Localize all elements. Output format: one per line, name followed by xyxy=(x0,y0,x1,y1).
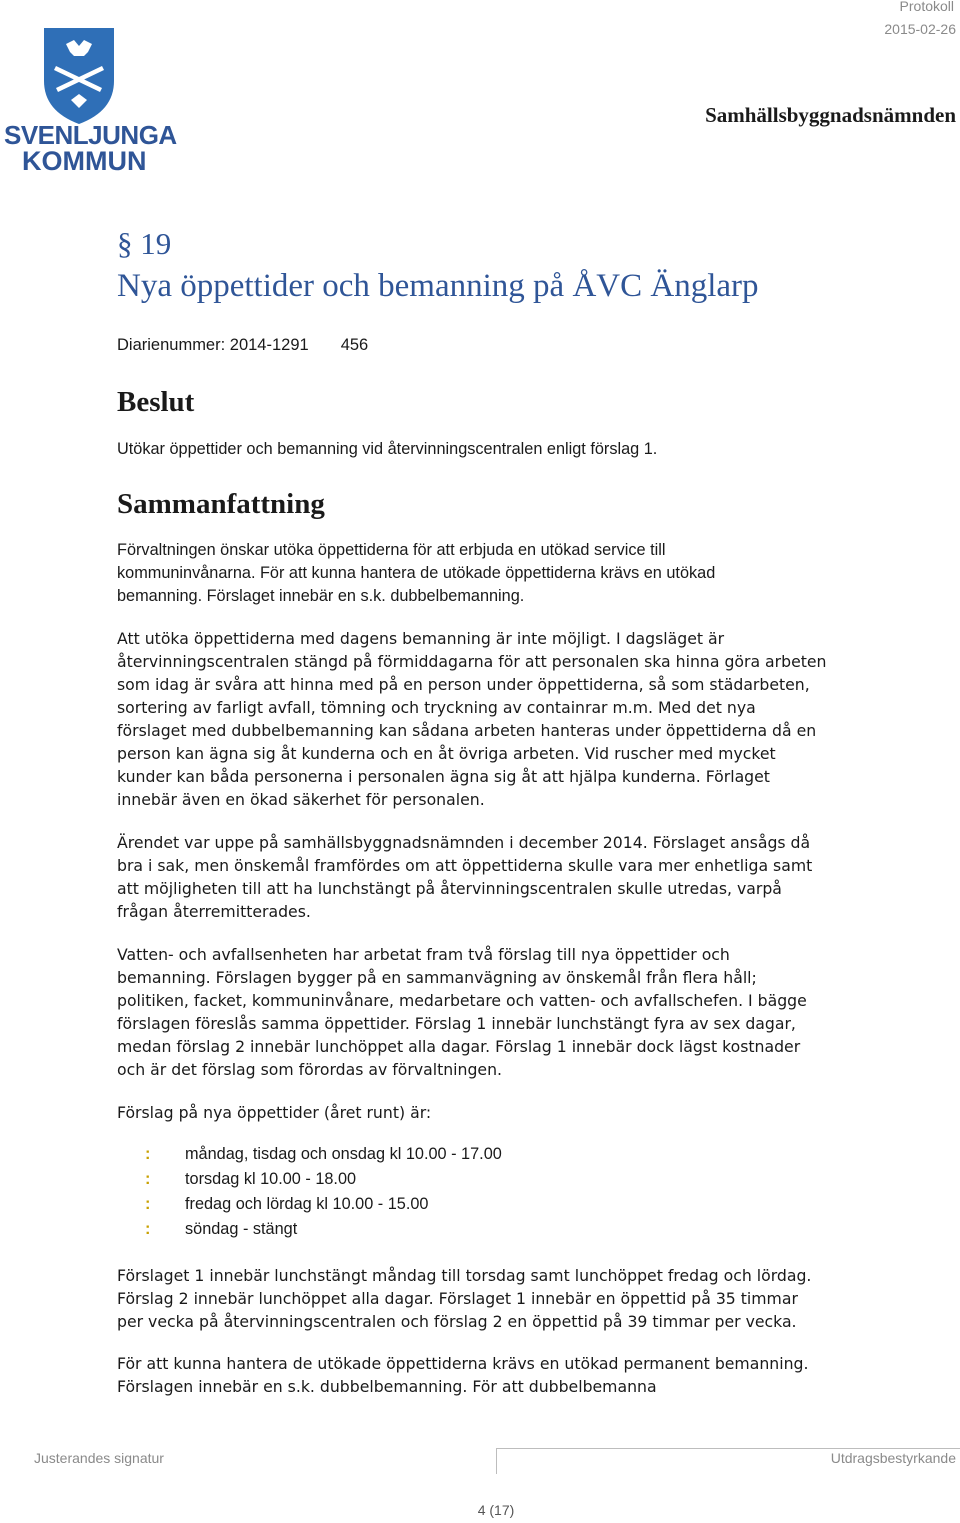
list-item-text: fredag och lördag kl 10.00 - 15.00 xyxy=(185,1195,429,1213)
municipality-logo xyxy=(4,26,177,176)
text-line: som idag är svåra att hinna med på en person under öppettiderna, så som städarbeten, xyxy=(117,675,810,694)
summary-paragraph-4 xyxy=(117,943,937,1081)
heading-sammanfattning: Sammanfattning xyxy=(117,488,325,520)
text-line: politiken, facket, kommuninvånare, medarbetare och vatten- och avfallschefen. I bägge xyxy=(117,991,807,1010)
signature-label: Justerandes signatur xyxy=(34,1450,164,1466)
text-line: bra i sak, men önskemål framfördes om att öppettiderna skulle vara mer enhetliga samt xyxy=(117,856,813,875)
text-line: Att utöka öppettiderna med dagens bemanning är inte möjligt. I dagsläget är xyxy=(117,629,725,648)
section-title: Nya öppettider och bemanning på ÅVC Änglarp xyxy=(117,268,759,304)
committee-name: Samhällsbyggnadsnämnden xyxy=(705,103,956,127)
list-item-text: måndag, tisdag och onsdag kl 10.00 - 17.00 xyxy=(185,1145,502,1163)
summary-paragraph-3 xyxy=(117,831,937,923)
list-marker: : xyxy=(145,1195,151,1213)
text-line: kommuninvånarna. För att kunna hantera de utökade öppettiderna krävs en utökad xyxy=(117,564,716,582)
text-line: Ärendet var uppe på samhällsbyggnadsnämnden i december 2014. Förslaget ansågs då xyxy=(117,833,811,852)
text-line: Förslagen innebär en s.k. dubbelbemanning. För att dubbelbemanna xyxy=(117,1377,657,1396)
diarie-code: 456 xyxy=(340,336,369,354)
text-line: kunder kan båda personerna i personalen ägna sig åt att hjälpa kunderna. Förlaget xyxy=(117,767,770,786)
summary-paragraph-2 xyxy=(117,627,937,811)
text-line: bemanning. Förslaget innebär en s.k. dubbelbemanning. xyxy=(117,587,525,605)
text-line: innebär även en ökad säkerhet för personalen. xyxy=(117,790,485,809)
text-line: återvinningscentralen stängd på förmiddagarna för att personalen ska hinna göra arbeten xyxy=(117,652,827,671)
text-line: förslagen föreslås samma öppettider. Förslag 1 innebär lunchstängt fyra av sex dagar, xyxy=(117,1014,796,1033)
document-date: 2015-02-26 xyxy=(884,21,956,37)
text-line: Vatten- och avfallsenheten har arbetat fram två förslag till nya öppettider och xyxy=(117,945,730,964)
text-line: person kan ägna sig åt kunderna och en åt övriga arbeten. Vid ruscher med mycket xyxy=(117,744,776,763)
section-number: § 19 xyxy=(117,226,172,261)
document-type: Protokoll xyxy=(899,0,954,14)
summary-paragraph-6 xyxy=(117,1352,937,1398)
text-line: Förvaltningen önskar utöka öppettiderna för att erbjuda en utökad service till xyxy=(117,541,666,559)
logo-line2: KOMMUN xyxy=(22,146,147,176)
list-item xyxy=(145,1145,502,1170)
text-line: förslaget med dubbelbemanning kan sådana arbeten hanteras under öppettiderna då en xyxy=(117,721,817,740)
beslut-text: Utökar öppettider och bemanning vid återvinningscentralen enligt förslag 1. xyxy=(117,440,658,458)
list-item-text: torsdag kl 10.00 - 18.00 xyxy=(185,1170,357,1188)
list-marker: : xyxy=(145,1170,151,1188)
heading-beslut: Beslut xyxy=(117,386,195,418)
list-marker: : xyxy=(145,1220,151,1238)
diarie-number xyxy=(117,336,368,355)
list-item xyxy=(145,1195,502,1220)
page-number: 4 (17) xyxy=(477,1502,515,1518)
text-line: Förslag 2 innebär lunchöppet alla dagar. Förslaget 1 innebär en öppettid på 35 timmar xyxy=(117,1289,798,1308)
text-line: och är det förslag som förordas av förvaltningen. xyxy=(117,1060,503,1079)
diarie-label: Diarienummer: 2014-1291 xyxy=(117,336,309,354)
logo-line1: SVENLJUNGA xyxy=(4,120,177,150)
text-line: per vecka på återvinningscentralen och förslag 2 en öppettid på 39 timmar per vecka. xyxy=(117,1312,797,1331)
text-line: att möjligheten till att ha lunchstängt på återvinningscentralen skulle utredas, varpå xyxy=(117,879,782,898)
list-item xyxy=(145,1170,502,1195)
summary-paragraph-1 xyxy=(117,539,937,608)
certification-label: Utdragsbestyrkande xyxy=(830,1450,956,1466)
list-item xyxy=(145,1220,502,1245)
coat-of-arms-icon xyxy=(4,26,164,126)
text-line: sortering av farligt avfall, tömning och tryckning av containrar m.m. Med det nya xyxy=(117,698,756,717)
hours-heading: Förslag på nya öppettider (året runt) är: xyxy=(117,1103,432,1122)
text-line: bemanning. Förslagen bygger på en sammanvägning av önskemål från flera håll; xyxy=(117,968,757,987)
list-item-text: söndag - stängt xyxy=(185,1220,298,1238)
footer-divider-vertical xyxy=(496,1448,497,1474)
text-line: För att kunna hantera de utökade öppettiderna krävs en utökad permanent bemanning. xyxy=(117,1354,809,1373)
text-line: Förslaget 1 innebär lunchstängt måndag till torsdag samt lunchöppet fredag och lördag. xyxy=(117,1266,812,1285)
opening-hours-list xyxy=(145,1145,502,1245)
list-marker: : xyxy=(145,1145,151,1163)
text-line: medan förslag 2 innebär lunchöppet alla dagar. Förslag 1 innebär dock lägst kostnader xyxy=(117,1037,801,1056)
footer-divider xyxy=(496,1448,960,1449)
summary-paragraph-5 xyxy=(117,1264,937,1333)
text-line: frågan återremitterades. xyxy=(117,902,311,921)
